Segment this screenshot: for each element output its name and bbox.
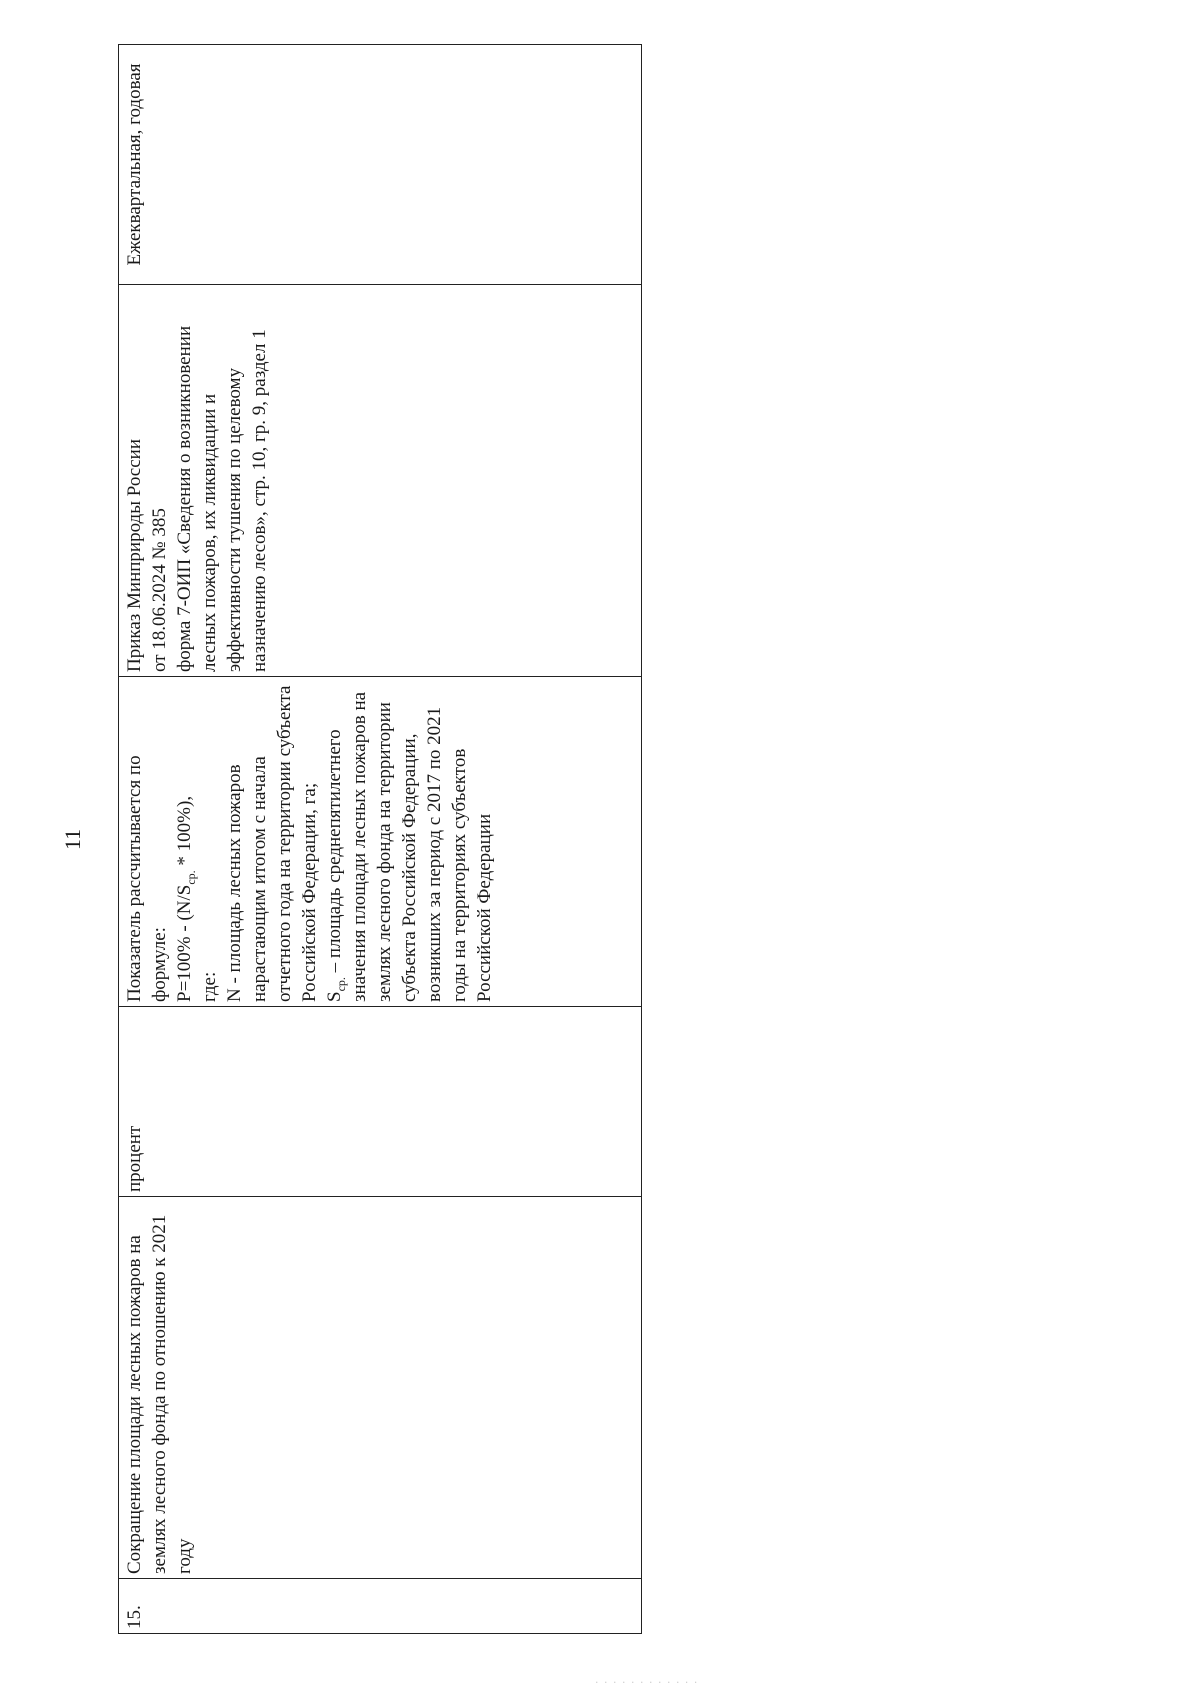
n-definition: N - площадь лесных пожаров нарастающим итогом с начала отчетного года на территории субъекта Российской Федерации, га; <box>224 685 320 1002</box>
s-subscript: ср. <box>333 977 348 992</box>
indicator-name-cell: Сокращение площади лесных пожаров на землях лесного фонда по отношению к 2021 году <box>119 1197 641 1579</box>
row-number-cell: 15. <box>124 1605 145 1629</box>
where-label: где: <box>199 971 220 1002</box>
s-definition <box>324 692 495 1002</box>
s-definition-text: – площадь среднепятилетнего значения площади лесных пожаров на землях лесного фонда на территории субъекта Российской Федерации, возникших за период с 2017 по 2021 годы на территориях субъектов Российской Федерации <box>324 691 495 1002</box>
table-row <box>119 45 641 1633</box>
method-intro: Показатель рассчитывается по формуле: <box>124 755 170 1002</box>
periodicity-cell: Ежеквартальная, годовая <box>119 45 641 285</box>
formula-part: Р=100% - (N/S <box>174 884 195 1002</box>
formula <box>174 795 198 1002</box>
page-number: 11 <box>60 828 85 850</box>
indicator-table <box>118 44 642 1634</box>
scan-artifact: · · · · · · · · · · · · <box>595 1676 699 1689</box>
method-cell <box>119 677 641 1007</box>
formula-subscript: ср. <box>183 870 198 885</box>
s-symbol: S <box>324 991 345 1002</box>
source-cell: Приказ Минприроды России от 18.06.2024 № 385 форма 7-ОИП «Сведения о возникновении лесных пожаров, их ликвидации и эффективности тушения по целевому назначению лесов», стр. 10, гр. 9, раздел 1 <box>119 285 641 677</box>
unit-cell: процент <box>119 1007 641 1197</box>
formula-part: * 100%), <box>174 795 195 871</box>
